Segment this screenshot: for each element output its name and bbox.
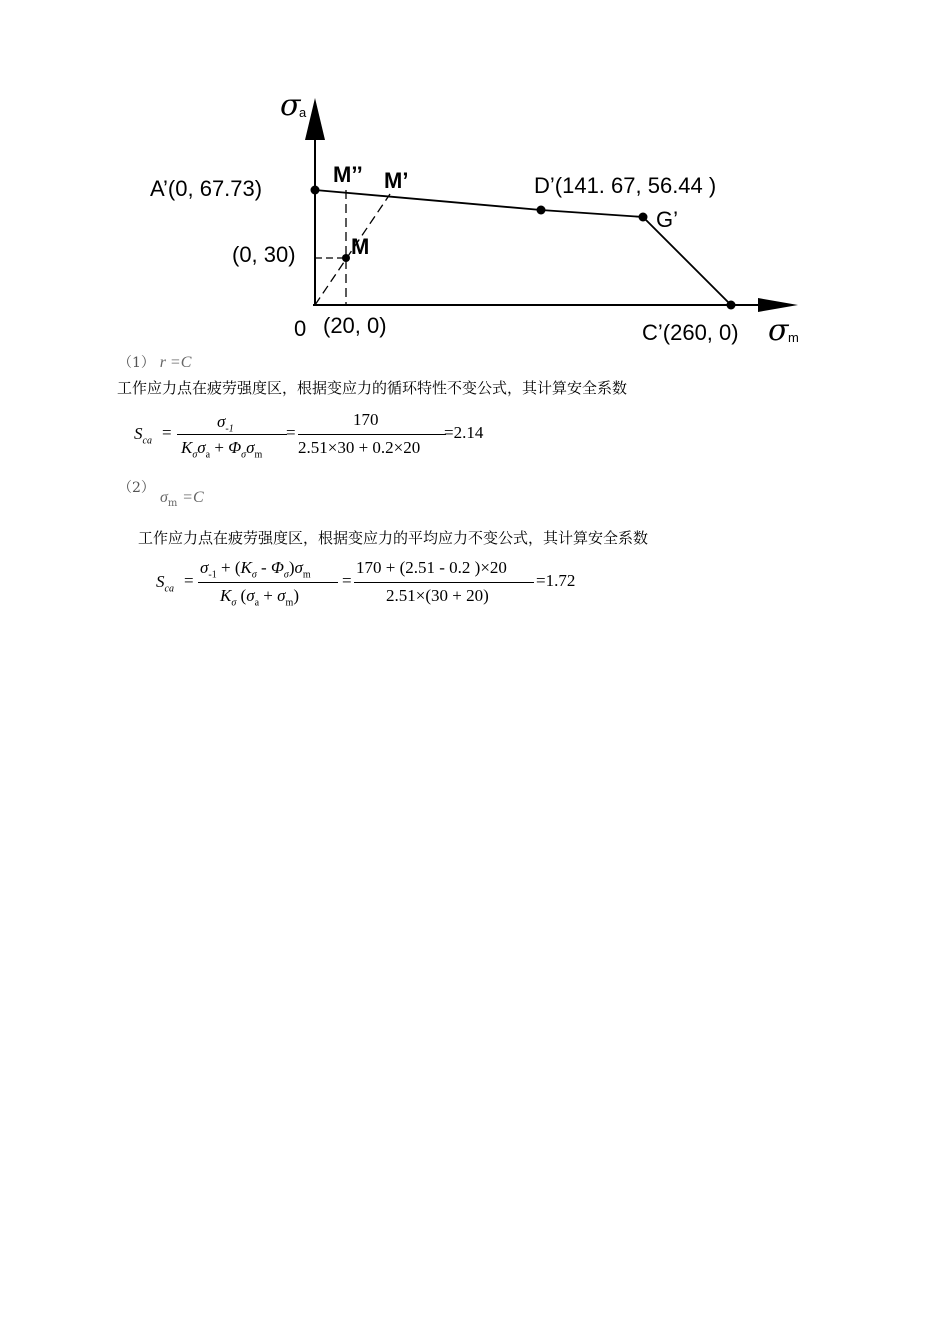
case1-number: （1） xyxy=(118,355,155,371)
x-axis-sub: m xyxy=(788,330,799,345)
label-m1: M’ xyxy=(384,168,409,193)
point-m xyxy=(342,254,350,262)
point-c xyxy=(727,301,736,310)
origin-label: 0 xyxy=(294,316,307,341)
point-a xyxy=(311,186,320,195)
x-axis-arrow xyxy=(758,298,798,312)
case2-heading xyxy=(118,477,155,497)
case2-result: =1.72 xyxy=(536,571,576,590)
case2-number: （2） xyxy=(118,480,155,496)
tick-x-label: (20, 0) xyxy=(323,313,387,338)
case2-lhs: $S_{ca}$ xyxy=(156,572,174,595)
case1-text: 工作应力点在疲劳强度区，根据变应力的循环特性不变公式，其计算安全系数 xyxy=(117,379,628,397)
label-a: A’(0, 67.73) xyxy=(150,176,263,201)
label-c: C’(260, 0) xyxy=(642,320,739,345)
case2-condition: $\sigma_m =C$ xyxy=(160,489,204,509)
case2-text: 工作应力点在疲劳强度区，根据变应力的平均应力不变公式，其计算安全系数 xyxy=(138,529,649,547)
case1-equation: $S_{ca}$ = $\sigma_{-1}$ $K_\sigma\sigma_a + \Phi_\sigma\sigma_m$ = 170 2.51×30 + 0.2×20 =2.14 xyxy=(134,410,484,461)
y-axis-symbol: σ xyxy=(280,88,301,123)
case1-result: =2.14 xyxy=(444,423,484,442)
y-axis-sub: a xyxy=(299,105,307,120)
case1-lhs: $S_{ca}$ xyxy=(134,424,152,447)
label-m: M xyxy=(351,234,370,259)
stress-limit-diagram xyxy=(0,0,950,360)
case2-equation: $S_{ca}$ = $\sigma_{-1} + (K_\sigma - \Phi_\sigma)\sigma_m$ $K_\sigma$ $(\sigma_a + \sigma_m)$ = 170 + (2.51 - 0.2 )×20 2.51×(30 + 20) =1.72 xyxy=(156,558,576,609)
case1-heading xyxy=(118,352,191,372)
y-axis-arrow xyxy=(305,98,325,140)
x-axis-symbol: σ xyxy=(768,313,789,348)
tick-y-label: (0, 30) xyxy=(232,242,296,267)
case1-condition: r =C xyxy=(159,354,192,371)
label-g: G’ xyxy=(656,207,678,232)
point-d xyxy=(537,206,546,215)
point-g xyxy=(639,213,648,222)
label-d: D’(141. 67, 56.44 ) xyxy=(534,173,717,198)
label-m2: M’’ xyxy=(333,162,363,187)
